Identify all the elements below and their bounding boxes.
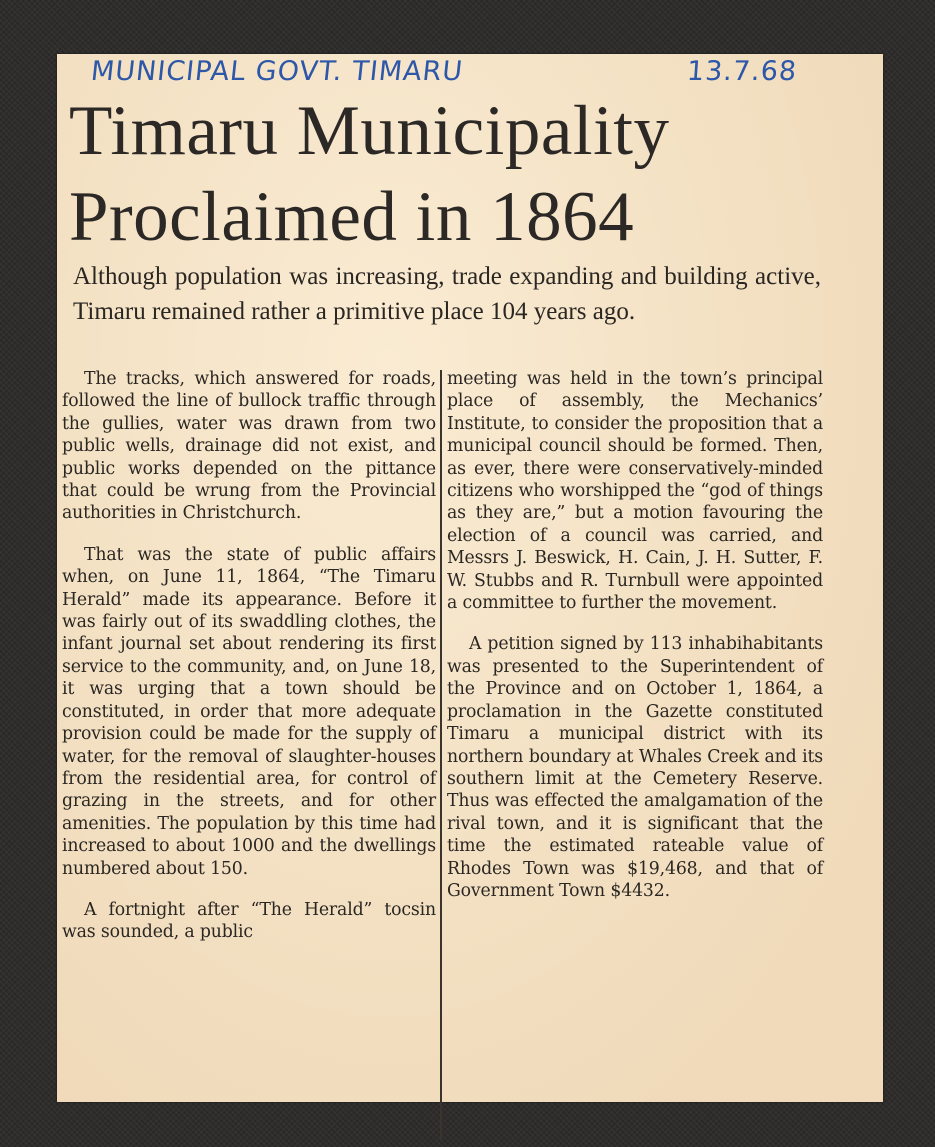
article-paragraph: A fortnight after “The Herald” tocsin was sounded, a public: [62, 899, 436, 943]
column-divider: [440, 370, 442, 1140]
article-paragraph: That was the state of public affairs when, on June 11, 1864, “The Timaru Herald” made its appearance. Before it was fairly out of its swaddling clothes, the infant journal set about rendering its first service to the community, and, on June 18, it was urging that a town should be constituted, in order that more adequate provision could be made for the supply of water, for the removal of slaughter-houses from the residential area, for control of grazing in the streets, and for other amenities. The population by this time had increased to about 1000 and the dwellings numbered about 150.: [62, 544, 436, 879]
article-paragraph: meeting was held in the town’s principal place of assembly, the Mechanics’ Institute, to consider the proposition that a municipal council should be formed. Then, as ever, there were conservatively-minded citizens who worshipped the “god of things as they are,” but a motion favouring the election of a council was carried, and Messrs J. Beswick, H. Cain, J. H. Sutter, F. W. Stubbs and R. Turnbull were appointed a committee to further the movement.: [447, 369, 823, 614]
newspaper-clipping: [57, 54, 883, 1102]
annotation-date: 13.7.68: [685, 56, 799, 87]
article-paragraph: A petition signed by 113 inhabihabitants was presented to the Superintendent of the Province and on October 1, 1864, a proclamation in the Gazette constituted Timaru a municipal district with its northern boundary at Whales Creek and its southern limit at the Cemetery Reserve. Thus was effected the amalgamation of the rival town, and it is significant that the time the estimated rateable value of Rhodes Town was $19,468, and that of Government Town $4432.: [447, 634, 823, 901]
annotation-label: MUNICIPAL GOVT. TIMARU: [89, 56, 465, 87]
headline: Timaru Municipality Proclaimed in 1864: [69, 92, 670, 256]
article-paragraph: The tracks, which answered for roads, followed the line of bullock traffic through the gullies, water was drawn from two public wells, drainage did not exist, and public works depended on the pittance that could be wrung from the Provincial authorities in Christchurch.: [62, 369, 436, 524]
article-column-right: [447, 368, 823, 902]
lead-paragraph: Although population was increasing, trade expanding and building active, Timaru remained rather a primitive place 104 years ago.: [73, 263, 821, 325]
article-column-left: [62, 368, 436, 944]
